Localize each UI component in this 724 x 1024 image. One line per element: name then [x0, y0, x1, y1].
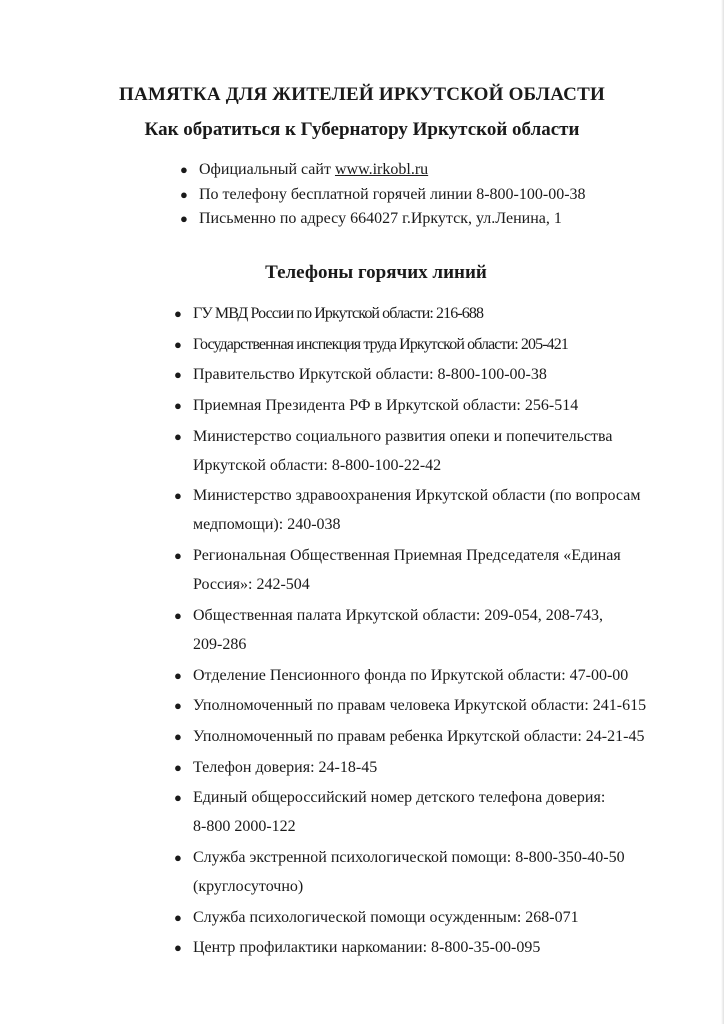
hotline-line: Служба психологической помощи осужденным: 268-071 [193, 908, 579, 926]
hotline-item [172, 753, 702, 782]
hotline-item [172, 360, 702, 389]
hotline-item [172, 541, 702, 599]
bullet-icon: ● [174, 698, 182, 714]
hotline-line: Приемная Президента РФ в Иркутской области: 256-514 [193, 397, 579, 415]
hotline-item [172, 722, 702, 751]
hotline-item [172, 783, 702, 841]
hotline-line: 8-800 2000-122 [193, 818, 296, 836]
hotline-item [172, 691, 702, 720]
hotline-item [172, 391, 702, 420]
bullet-icon: ● [174, 488, 182, 504]
hotline-line: Государственная инспекция труда Иркутской области: 205-421 [193, 335, 568, 353]
hotlines-list [172, 299, 702, 964]
hotline-line: Общественная палата Иркутской области: 209-054, 208-743, [193, 606, 604, 624]
hotline-line: Уполномоченный по правам ребенка Иркутской области: 24-21-45 [193, 727, 645, 745]
hotline-line: Телефон доверия: 24-18-45 [193, 758, 378, 776]
hotline-line: Единый общероссийский номер детского телефона доверия: [193, 789, 606, 807]
contact-item-text: Официальный сайт [199, 161, 335, 178]
contact-item-website [178, 158, 698, 183]
hotlines-title: Телефоны горячих линий [265, 262, 487, 283]
bullet-icon: ● [174, 940, 182, 956]
hotline-line: Россия»: 242-504 [193, 576, 310, 594]
hotline-line: Министерство социального развития опеки и попечительства [193, 427, 613, 445]
hotline-item [172, 481, 702, 539]
hotline-line: (круглосуточно) [193, 877, 304, 895]
document-title: ПАМЯТКА ДЛЯ ЖИТЕЛЕЙ ИРКУТСКОЙ ОБЛАСТИ [119, 84, 605, 105]
hotline-item [172, 330, 702, 359]
bullet-icon: ● [174, 759, 182, 775]
bullet-icon: ● [174, 607, 182, 623]
bullet-icon: ● [174, 667, 182, 683]
contact-item-text: По телефону бесплатной горячей линии 8-800-100-00-38 [199, 185, 586, 203]
bullet-icon: ● [174, 548, 182, 564]
hotline-item [172, 601, 702, 659]
document-subtitle: Как обратиться к Губернатору Иркутской области [144, 119, 580, 140]
contact-item-text: Письменно по адресу 664027 г.Иркутск, ул.Ленина, 1 [199, 210, 562, 227]
contact-item-address [178, 207, 698, 232]
bullet-icon: ● [174, 367, 182, 383]
website-link[interactable]: www.irkobl.ru [334, 161, 429, 178]
hotline-line: Отделение Пенсионного фонда по Иркутской области: 47-00-00 [193, 666, 629, 684]
hotline-item [172, 903, 702, 932]
hotline-line: Служба экстренной психологической помощи: 8-800-350-40-50 [193, 848, 625, 866]
bullet-icon: ● [174, 790, 182, 806]
hotline-line: Иркутской области: 8-800-100-22-42 [193, 456, 442, 474]
hotline-line: Министерство здравоохранения Иркутской области (по вопросам [193, 487, 641, 505]
hotline-line: Уполномоченный по правам человека Иркутской области: 241-615 [193, 697, 647, 715]
bullet-icon: ● [174, 398, 182, 414]
hotline-line: Центр профилактики наркомании: 8-800-35-00-095 [193, 939, 541, 957]
bullet-icon: ● [174, 728, 182, 744]
bullet-icon: ● [174, 336, 182, 352]
hotline-item [172, 661, 702, 690]
bullet-icon: ● [180, 186, 188, 202]
hotline-item [172, 933, 702, 962]
hotline-line: 209-286 [193, 635, 247, 653]
hotline-line: Региональная Общественная Приемная Председателя «Единая [193, 547, 621, 565]
hotline-line: медпомощи): 240-038 [193, 516, 341, 534]
bullet-icon: ● [174, 849, 182, 865]
hotline-item [172, 422, 702, 480]
hotline-item [172, 843, 702, 901]
hotline-line: Правительство Иркутской области: 8-800-100-00-38 [193, 366, 547, 384]
contact-item-phone [178, 183, 698, 208]
hotline-item [172, 299, 702, 328]
bullet-icon: ● [174, 909, 182, 925]
hotline-line: ГУ МВД России по Иркутской области: 216-688 [193, 305, 484, 322]
bullet-icon: ● [180, 162, 188, 177]
bullet-icon: ● [174, 306, 182, 321]
contact-methods-list [178, 158, 698, 232]
bullet-icon: ● [180, 211, 188, 226]
bullet-icon: ● [174, 428, 182, 444]
